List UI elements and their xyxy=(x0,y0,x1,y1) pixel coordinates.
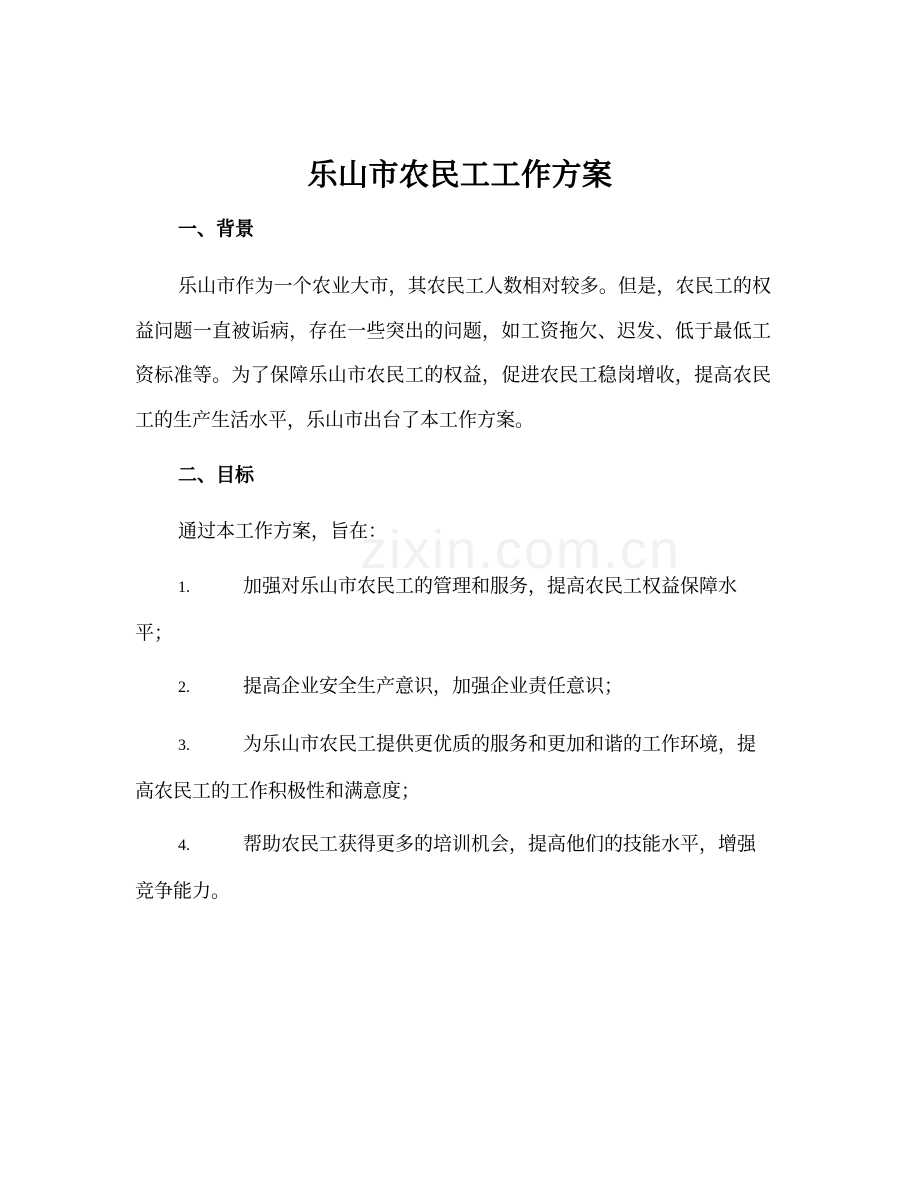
goal-number: 3. xyxy=(178,737,190,754)
goal-item-1 xyxy=(135,564,771,655)
goal-text: 提高企业安全生产意识，加强企业责任意识； xyxy=(243,675,624,697)
goal-item-4 xyxy=(135,822,771,913)
goal-number: 2. xyxy=(178,679,190,696)
section-heading-background: 一、背景 xyxy=(178,218,255,240)
goals-intro: 通过本工作方案，旨在： xyxy=(178,520,388,542)
goal-text: 为乐山市农民工提供更优质的服务和更加和谐的工作环境，提高农民工的工作积极性和满意度； xyxy=(135,733,757,802)
section-heading-goals: 二、目标 xyxy=(178,464,255,486)
goal-item-3 xyxy=(135,722,771,813)
goal-item-2 xyxy=(135,664,771,711)
goal-text: 加强对乐山市农民工的管理和服务，提高农民工权益保障水平； xyxy=(135,575,738,644)
goal-number: 4. xyxy=(178,837,190,854)
watermark: zixin.com.cn xyxy=(360,520,682,580)
document-title: 乐山市农民工工作方案 xyxy=(307,158,613,193)
goal-number: 1. xyxy=(178,579,190,596)
goal-text: 帮助农民工获得更多的培训机会，提高他们的技能水平，增强竞争能力。 xyxy=(135,833,757,902)
background-paragraph: 乐山市作为一个农业大市，其农民工人数相对较多。但是，农民工的权益问题一直被诟病，存在一些突出的问题，如工资拖欠、迟发、低于最低工资标准等。为了保障乐山市农民工的权益，促进农民工稳岗增收，提高农民工的生产生活水平，乐山市出台了本工作方案。 xyxy=(135,275,771,431)
